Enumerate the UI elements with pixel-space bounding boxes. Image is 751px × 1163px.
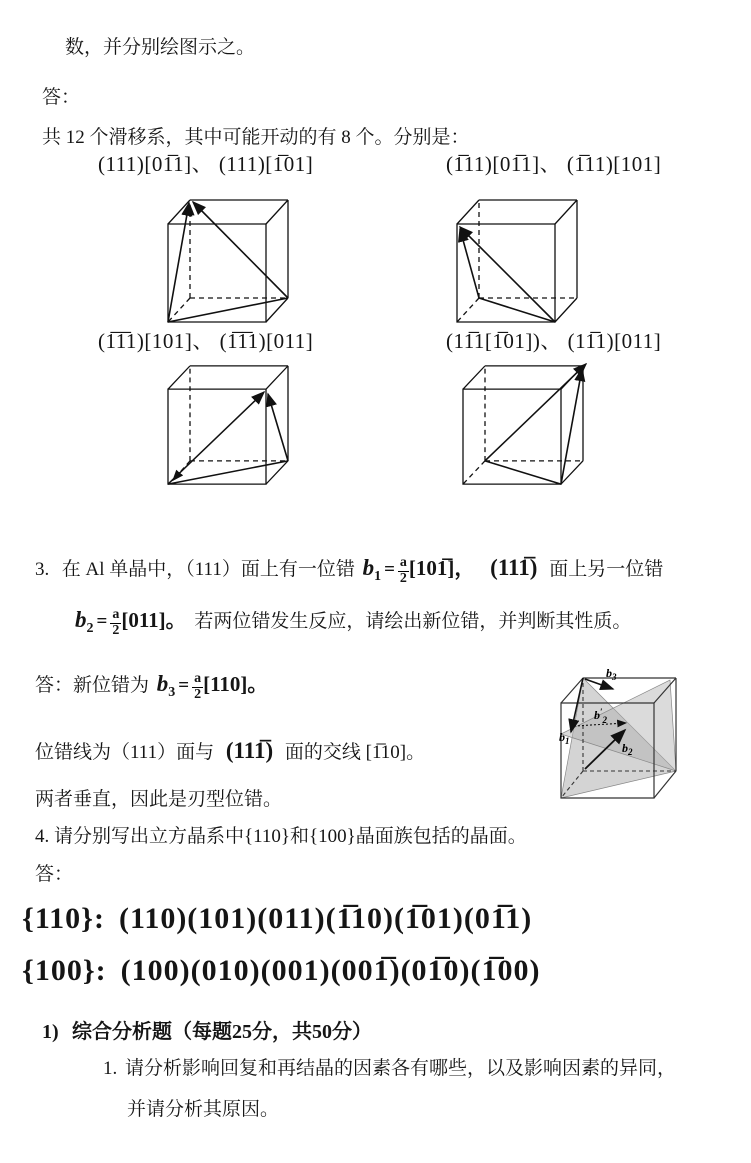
b1-label: $b_1$ [559,730,570,746]
burgers-formula-b3 [157,670,269,703]
answer-label-4: 答： [35,864,74,885]
b3-symbol: b [156,671,169,696]
slip-cube-figure-2 [452,196,582,326]
slip-plane-triangle [460,227,555,322]
b1-subscript: 1 [374,569,382,584]
item-1-text: 请分析影响回复和再结晶的因素各有哪些，以及影响因素的异同， [125,1058,677,1079]
b1-equals: = [384,559,395,580]
family-100-label: {100}: [22,954,107,987]
section-title: 综合分析题（每题25分，共50分） [72,1021,372,1043]
question-3-line-2 [72,606,631,639]
b2-direction: [011]。 [121,608,187,632]
slip-system-summary: 共 12 个滑移系，其中可能开动的有 8 个。分别是： [42,127,470,148]
item-1-line-1 [103,1057,676,1081]
b1-fraction: $\frac{a}{2}$ [399,555,407,586]
plane-111bar: (111̅) [490,555,538,580]
b1-symbol: b [362,555,375,580]
family-110-planes: (110)(101)(011)(1̅10)(1̅01)(01̅1) [118,902,533,935]
slip-cube-figure-4 [458,362,590,488]
question-3-number: 3. [35,559,50,580]
answer-3-line2b: 面的交线 [1̅10]。 [284,742,426,763]
slip-cube-figure-1 [163,196,293,326]
b2-fraction: $\frac{a}{2}$ [112,607,120,638]
answer-3-line-1 [35,670,271,703]
b2-symbol: b [75,607,87,632]
answer-3-line-2 [35,737,425,766]
burgers-formula-b2 [75,606,187,639]
b3-subscript: 3 [168,685,176,700]
answer-label-1: 答： [42,87,81,108]
slip-indices-row1-left: (111)[01̅1]、 (111)[1̅01] [98,152,314,176]
answer-3-line2a: 位错线为（111）面与 [35,742,215,763]
question-3-text-1: 在 Al 单晶中，（111）面上有一位错 [61,559,355,580]
question-4-text: 4. 请分别写出立方晶系中{110}和{100}晶面族包括的晶面。 [35,826,527,847]
cube-edges [457,200,577,322]
family-100-line [22,952,541,990]
b3-direction: [110]。 [203,672,269,696]
b2-label: $b_2$ [622,741,633,757]
section-heading [42,1020,372,1045]
answer-3-lead: 答：新位错为 [35,675,150,696]
b1-direction: [101̅]， [408,556,476,580]
b3-label: $b_3$ [606,666,617,682]
question-3-line-1 [35,554,663,587]
question-3-text-2: 面上另一位错 [549,559,664,580]
plane-111bar-2: (111̅) [225,738,274,763]
cube-hidden-edges [457,200,577,322]
family-100-planes: (100)(010)(001)(001̅)(01̅0)(1̅00) [120,954,541,987]
b2-equals: = [96,611,108,632]
burgers-formula-b1 [363,554,476,587]
slip-indices-row2-left: (1̅1̅1)[101]、 (1̅1̅1)[011] [98,329,314,353]
answer-3-line-3: 两者垂直，因此是刃型位错。 [35,789,283,810]
slip-plane-triangle [485,364,586,484]
dislocation-reaction-figure [558,666,708,808]
intro-continuation: 数，并分别绘图示之。 [65,37,256,58]
slip-cube-figure-3 [163,362,293,488]
section-number: 1) [42,1021,59,1043]
item-1-number: 1. [103,1058,118,1079]
question-3-text-3: 若两位错发生反应，请绘出新位错，并判断其性质。 [194,611,632,632]
b2-subscript: 2 [86,621,94,636]
slip-plane-triangle [168,392,288,484]
family-110-label: {110}: [22,902,105,935]
b2-prime-label: $b'_2$ [594,707,608,725]
slip-indices-row1-right: (1̅11)[01̅1]、 (1̅11)[101] [446,152,662,176]
family-110-line [22,900,532,938]
slip-indices-row2-right: (11̅1[1̅01])、 (11̅1)[011] [446,329,662,353]
b3-equals: = [178,675,190,696]
item-1-line-2: 并请分析其原因。 [127,1099,280,1120]
b3-fraction: $\frac{a}{2}$ [194,671,202,702]
